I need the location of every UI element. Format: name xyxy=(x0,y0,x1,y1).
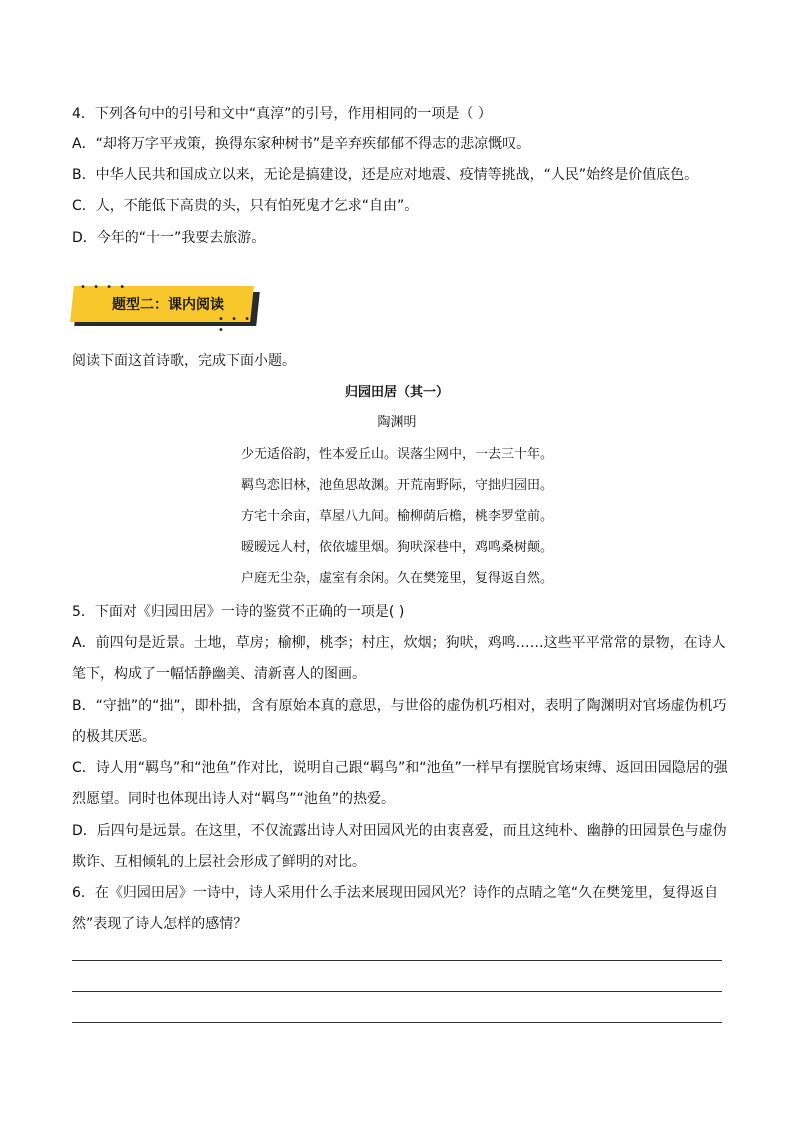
question-5-stem: 5．下面对《归园田居》一诗的鉴赏不正确的一项是( ) xyxy=(72,604,405,620)
poem-title: 归园田居（其一） xyxy=(344,385,449,400)
question-4-option-c: C．人，不能低下高贵的头，只有怕死鬼才乞求“自由”。 xyxy=(72,198,419,214)
reading-instruction: 阅读下面这首诗歌，完成下面小题。 xyxy=(72,353,296,369)
question-5-option-d-line-2: 欺诈、互相倾轧的上层社会形成了鲜明的对比。 xyxy=(72,854,366,870)
banner-dots-bottom: • • • • xyxy=(218,314,253,336)
answer-line[interactable] xyxy=(72,991,722,992)
answer-line[interactable] xyxy=(72,1022,722,1023)
question-4-option-b: B．中华人民共和国成立以来，无论是搞建设，还是应对地震、疫情等挑战，“人民”始终是价值底色。 xyxy=(72,167,699,183)
question-4-option-a: A．“却将万字平戎策，换得东家种树书”是辛弃疾郁郁不得志的悲凉慨叹。 xyxy=(72,136,531,152)
poem-line: 羁鸟恋旧林，池鱼思故渊。开荒南野际，守拙归园田。 xyxy=(240,478,553,493)
poem-line: 户庭无尘杂，虚室有余闲。久在樊笼里，复得返自然。 xyxy=(240,571,553,586)
question-5-option-d-line-1: D．后四句是远景。在这里，不仅流露出诗人对田园风光的由衷喜爱，而且这纯朴、幽静的田园景色与虚伪 xyxy=(72,823,727,839)
question-5-option-c-line-1: C．诗人用“羁鸟”和“池鱼”作对比，说明自己跟“羁鸟”和“池鱼”一样早有摆脱官场束缚、返回田园隐居的强 xyxy=(72,760,728,776)
question-5-option-a-line-1: A．前四句是近景。土地，草房；榆柳，桃李；村庄，炊烟；狗吠，鸡鸣……这些平平常常的景物，在诗人 xyxy=(72,635,726,651)
question-4-stem: 4．下列各句中的引号和文中“真淳”的引号，作用相同的一项是（ ） xyxy=(72,106,492,122)
poem-author: 陶渊明 xyxy=(377,415,417,430)
section-title: 题型二：课内阅读 xyxy=(112,297,224,313)
section-banner xyxy=(68,280,256,336)
question-4-option-d: D．今年的“十一”我要去旅游。 xyxy=(72,230,266,246)
question-5-option-a-line-2: 笔下，构成了一幅恬静幽美、清新喜人的图画。 xyxy=(72,666,366,682)
poem-line: 方宅十余亩，草屋八九间。榆柳荫后檐，桃李罗堂前。 xyxy=(240,509,553,524)
question-6-stem-line-2: 然”表现了诗人怎样的感情？ xyxy=(72,916,248,932)
poem-line: 少无适俗韵，性本爱丘山。误落尘网中，一去三十年。 xyxy=(240,447,553,462)
answer-line[interactable] xyxy=(72,960,722,961)
banner-dots-top: • • • • xyxy=(80,282,128,293)
question-5-option-b-line-1: B．“守拙”的“拙”，即朴拙，含有原始本真的意思，与世俗的虚伪机巧相对，表明了陶渊明对官场虚伪机巧 xyxy=(72,698,727,714)
question-6-stem-line-1: 6．在《归园田居》一诗中，诗人采用什么手法来展现田园风光？诗作的点睛之笔“久在樊笼里，复得返自 xyxy=(72,885,719,901)
question-5-option-b-line-2: 的极其厌恶。 xyxy=(72,729,156,745)
poem-line: 暧暧远人村，依依墟里烟。狗吠深巷中，鸡鸣桑树颠。 xyxy=(240,540,553,555)
question-5-option-c-line-2: 烈愿望。同时也体现出诗人对“羁鸟”“池鱼”的热爱。 xyxy=(72,791,396,807)
